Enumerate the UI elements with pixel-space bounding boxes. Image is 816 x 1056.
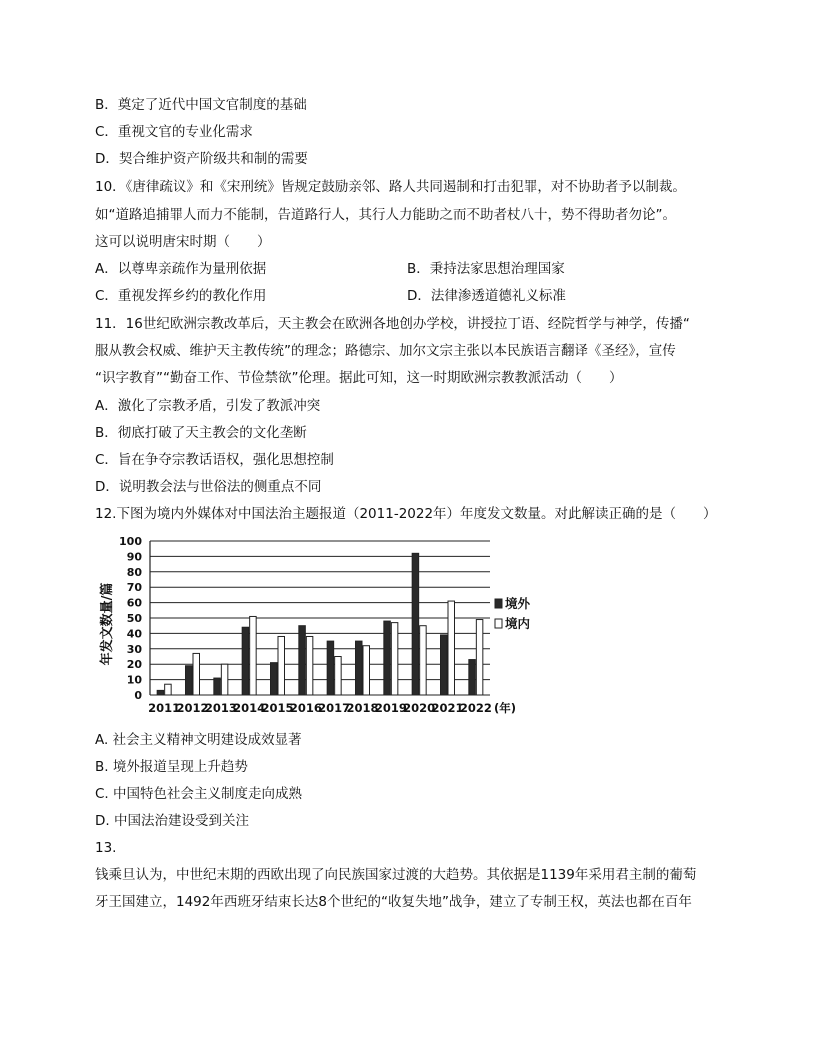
bar-overseas-2022 (469, 660, 476, 695)
legend-swatch-1 (495, 619, 502, 628)
x-tick-label: 2014 (233, 701, 266, 715)
bar-overseas-2015 (271, 663, 278, 695)
q9-option-d: D．契合维护资产阶级共和制的需要 (95, 151, 308, 167)
x-axis-unit: (年) (494, 701, 517, 715)
y-tick-label: 50 (126, 612, 142, 625)
bar-domestic-2015 (278, 636, 285, 695)
y-tick-label: 20 (126, 658, 142, 672)
bar-chart (95, 532, 535, 722)
bar-domestic-2018 (363, 646, 370, 695)
q13-number: 13. (95, 840, 117, 856)
q10-option-b: B．秉持法家思想治理国家 (407, 261, 565, 277)
y-tick-label: 60 (126, 596, 142, 610)
y-tick-label: 70 (126, 581, 142, 595)
q10-stem-line1: 10．《唐律疏议》和《宋刑统》皆规定鼓励亲邻、路人共同遏制和打击犯罪，对不协助者予以制裁。 (95, 179, 686, 195)
y-axis-label: 年发文数量/篇 (100, 582, 115, 666)
q12-option-a: A. 社会主义精神文明建设成效显著 (95, 732, 302, 748)
y-tick-label: 30 (126, 642, 142, 656)
q10-stem-line2: 如“道路追捕罪人而力不能制，告道路行人，其行人力能助之而不助者杖八十，势不得助者勿论”。 (95, 207, 676, 223)
bar-domestic-2014 (250, 616, 257, 695)
bar-overseas-2020 (412, 553, 419, 695)
q10-option-a: A．以尊卑亲疏作为量刑依据 (95, 261, 267, 277)
q13-line2: 牙王国建立，1492年西班牙结束长达8个世纪的“收复失地”战争，建立了专制王权，英法也都在百年 (95, 894, 692, 910)
x-tick-label: 2012 (176, 701, 209, 715)
x-tick-label: 2020 (403, 701, 436, 715)
q11-option-d: D．说明教会法与世俗法的侧重点不同 (95, 479, 322, 495)
q11-stem-line3: “识字教育”“勤奋工作、节俭禁欲”伦理。据此可知，这一时期欧洲宗教教派活动（ ） (95, 370, 623, 386)
y-tick-label: 100 (119, 535, 142, 548)
x-tick-label: 2013 (204, 701, 237, 715)
q10-stem-line3: 这可以说明唐宋时期（ ） (95, 234, 271, 250)
x-tick-label: 2018 (346, 701, 379, 715)
q10-option-d: D．法律渗透道德礼义标准 (407, 288, 566, 304)
q12-option-c: C. 中国特色社会主义制度走向成熟 (95, 786, 303, 802)
q9-option-c: C．重视文官的专业化需求 (95, 124, 253, 140)
bar-domestic-2019 (391, 623, 398, 695)
y-tick-label: 90 (126, 550, 142, 564)
bar-overseas-2019 (384, 621, 391, 695)
legend-label-0: 境外 (505, 596, 531, 611)
x-tick-label: 2017 (318, 701, 351, 715)
q12-option-d: D. 中国法治建设受到关注 (95, 813, 249, 829)
q11-option-c: C．旨在争夺宗教话语权，强化思想控制 (95, 452, 334, 468)
bar-domestic-2012 (193, 653, 200, 695)
legend-label-1: 境内 (505, 616, 531, 631)
bar-overseas-2021 (441, 635, 448, 695)
bar-domestic-2017 (335, 657, 342, 696)
bar-overseas-2018 (356, 641, 363, 695)
q13-line1: 钱乘旦认为，中世纪末期的西欧出现了向民族国家过渡的大趋势。其依据是1139年采用君主制的葡萄 (95, 867, 697, 883)
x-tick-label: 2016 (289, 701, 322, 715)
bar-domestic-2011 (165, 684, 172, 695)
bar-overseas-2014 (242, 627, 249, 695)
bar-domestic-2021 (448, 601, 455, 695)
bar-overseas-2016 (299, 626, 306, 695)
x-tick-label: 2022 (459, 701, 492, 715)
x-tick-label: 2011 (148, 701, 181, 715)
q11-option-b: B．彻底打破了天主教会的文化垄断 (95, 425, 307, 441)
y-tick-label: 80 (126, 565, 142, 579)
x-tick-label: 2021 (431, 701, 464, 715)
bar-domestic-2020 (420, 626, 427, 695)
q12-option-b: B. 境外报道呈现上升趋势 (95, 759, 248, 775)
legend-swatch-0 (495, 599, 502, 608)
y-tick-label: 40 (126, 627, 142, 641)
q11-stem-line1: 11．16世纪欧洲宗教改革后，天主教会在欧洲各地创办学校，讲授拉丁语、经院哲学与神学，传播“ (95, 316, 690, 332)
x-tick-label: 2015 (261, 701, 294, 715)
bar-domestic-2016 (306, 636, 313, 695)
q12-stem: 12.下图为境内外媒体对中国法治主题报道（2011-2022年）年度发文数量。对此解读正确的是（ ） (95, 506, 717, 522)
bar-overseas-2013 (214, 678, 221, 695)
bar-overseas-2012 (186, 666, 193, 695)
q9-option-b: B．奠定了近代中国文官制度的基础 (95, 97, 307, 113)
y-tick-label: 10 (126, 673, 142, 687)
q11-option-a: A．激化了宗教矛盾，引发了教派冲突 (95, 398, 321, 414)
bar-domestic-2013 (221, 664, 228, 695)
bar-domestic-2022 (476, 620, 483, 695)
bar-overseas-2011 (157, 690, 164, 695)
y-tick-label: 0 (134, 689, 142, 702)
q10-option-c: C．重视发挥乡约的教化作用 (95, 288, 267, 304)
x-tick-label: 2019 (374, 701, 407, 715)
q11-stem-line2: 服从教会权威、维护天主教传统”的理念；路德宗、加尔文宗主张以本民族语言翻译《圣经》，宣传 (95, 343, 676, 359)
bar-overseas-2017 (327, 641, 334, 695)
